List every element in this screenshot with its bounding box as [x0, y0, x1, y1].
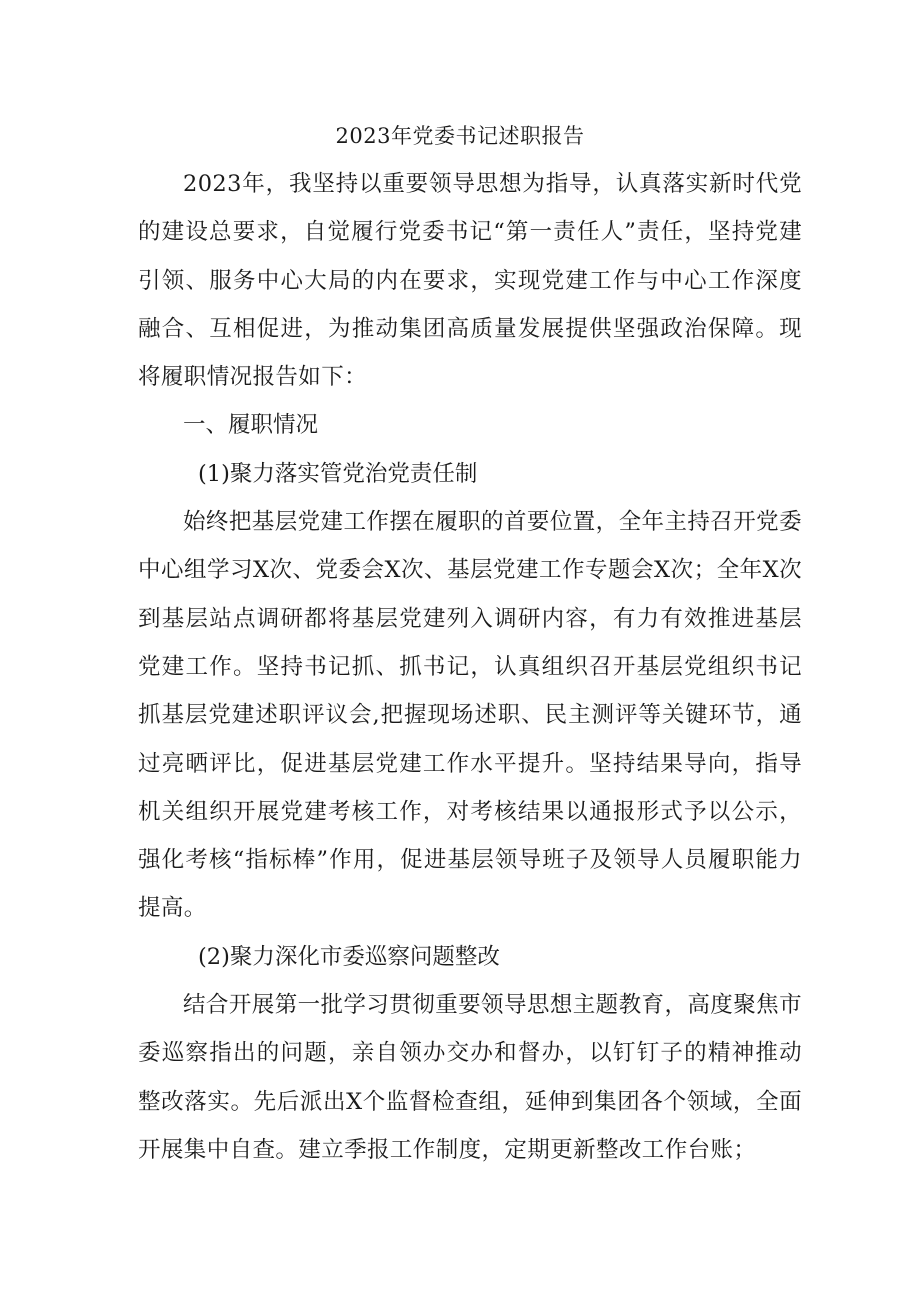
document-body — [138, 160, 802, 1174]
document-title: 2023年党委书记述职报告 — [335, 124, 585, 148]
subsection-2-paragraph: 结合开展第一批学习贯彻重要领导思想主题教育，高度聚焦市委巡察指出的问题，亲自领办交办和督办，以钉钉子的精神推动整改落实。先后派出X个监督检查组，延伸到集团各个领域，全面开展集中自查。建立季报工作制度，定期更新整改工作台账； — [138, 992, 802, 1163]
subsection-heading-2: (2)聚力深化市委巡察问题整改 — [198, 943, 500, 970]
subsection-heading-1: (1)聚力落实管党治党责任制 — [198, 460, 478, 487]
section-heading-performance: 一、履职情况 — [183, 412, 319, 439]
intro-paragraph: 2023年，我坚持以重要领导思想为指导，认真落实新时代党的建设总要求，自觉履行党委书记“第一责任人”责任，坚持党建引领、服务中心大局的内在要求，实现党建工作与中心工作深度融合、互相促进，为推动集团高质量发展提供坚强政治保障。现将履职情况报告如下： — [138, 171, 802, 391]
subsection-1-paragraph: 始终把基层党建工作摆在履职的首要位置，全年主持召开党委中心组学习X次、党委会X次、基层党建工作专题会X次；全年X次到基层站点调研都将基层党建列入调研内容，有力有效推进基层党建工作。坚持书记抓、抓书记，认真组织召开基层党组织书记抓基层党建述职评议会,把握现场述职、民主测评等关键环节，通过亮晒评比，促进基层党建工作水平提升。坚持结果导向，指导机关组织开展党建考核工作，对考核结果以通报形式予以公示，强化考核“指标棒”作用，促进基层领导班子及领导人员履职能力提高。 — [138, 509, 802, 922]
